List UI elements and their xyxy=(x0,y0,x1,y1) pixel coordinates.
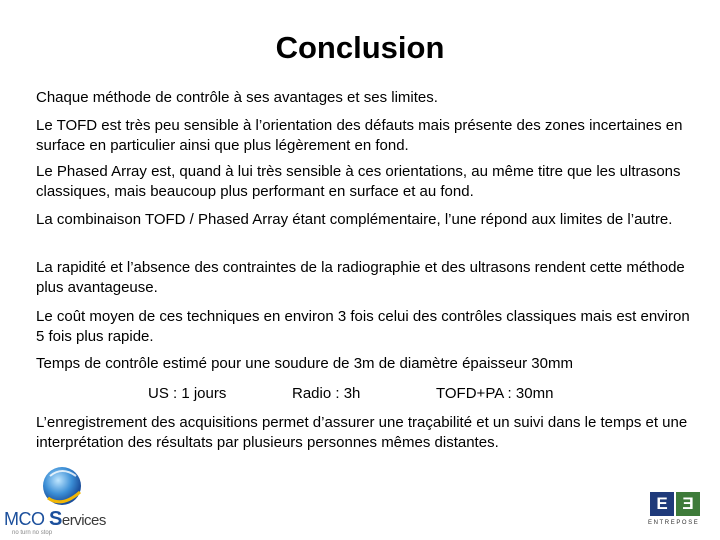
mco-tagline: no turn no stop xyxy=(12,530,53,536)
paragraph-1: Chaque méthode de contrôle à ses avantages et ses limites. xyxy=(36,89,438,106)
paragraph-8: L’enregistrement des acquisitions permet d’assurer une traçabilité et un suivi dans le temps et une interprétation des résultats par plusieurs personnes mêmes distantes. xyxy=(36,414,688,451)
entrepose-wordmark: ENTREPOSE xyxy=(648,520,700,526)
mco-services-word: ervices xyxy=(61,512,106,529)
logo-letter-e-mirrored: Ǝ xyxy=(676,492,700,516)
mco-logo-text xyxy=(4,508,106,531)
paragraph-6: Le coût moyen de ces techniques en environ 3 fois celui des contrôles classiques mais est environ 5 fois plus rapide. xyxy=(36,308,690,345)
paragraph-3: Le Phased Array est, quand à lui très sensible à ces orientations, au même titre que les ultrasons classiques, mais beaucoup plus performant en surface et au fond. xyxy=(36,163,681,200)
mco-s-letter: S xyxy=(49,508,62,530)
timing-tofd-pa: TOFD+PA : 30mn xyxy=(436,385,554,402)
paragraph-4: La combinaison TOFD / Phased Array étant complémentaire, l’une répond aux limites de l’autre. xyxy=(36,211,673,228)
globe-icon xyxy=(4,462,114,512)
logo-letter-e: E xyxy=(650,492,674,516)
mco-word: MCO xyxy=(4,509,45,529)
timing-radio: Radio : 3h xyxy=(292,385,361,402)
entrepose-logo xyxy=(648,492,704,532)
paragraph-7: Temps de contrôle estimé pour une soudure de 3m de diamètre épaisseur 30mm xyxy=(36,355,573,372)
page-title: Conclusion xyxy=(275,30,445,65)
paragraph-2: Le TOFD est très peu sensible à l’orientation des défauts mais présente des zones incertaines en surface en particulier ainsi que plus légèrement en fond. xyxy=(36,117,683,154)
timing-us: US : 1 jours xyxy=(148,385,227,402)
paragraph-5: La rapidité et l’absence des contraintes de la radiographie et des ultrasons rendent cette méthode plus avantageuse. xyxy=(36,259,685,296)
